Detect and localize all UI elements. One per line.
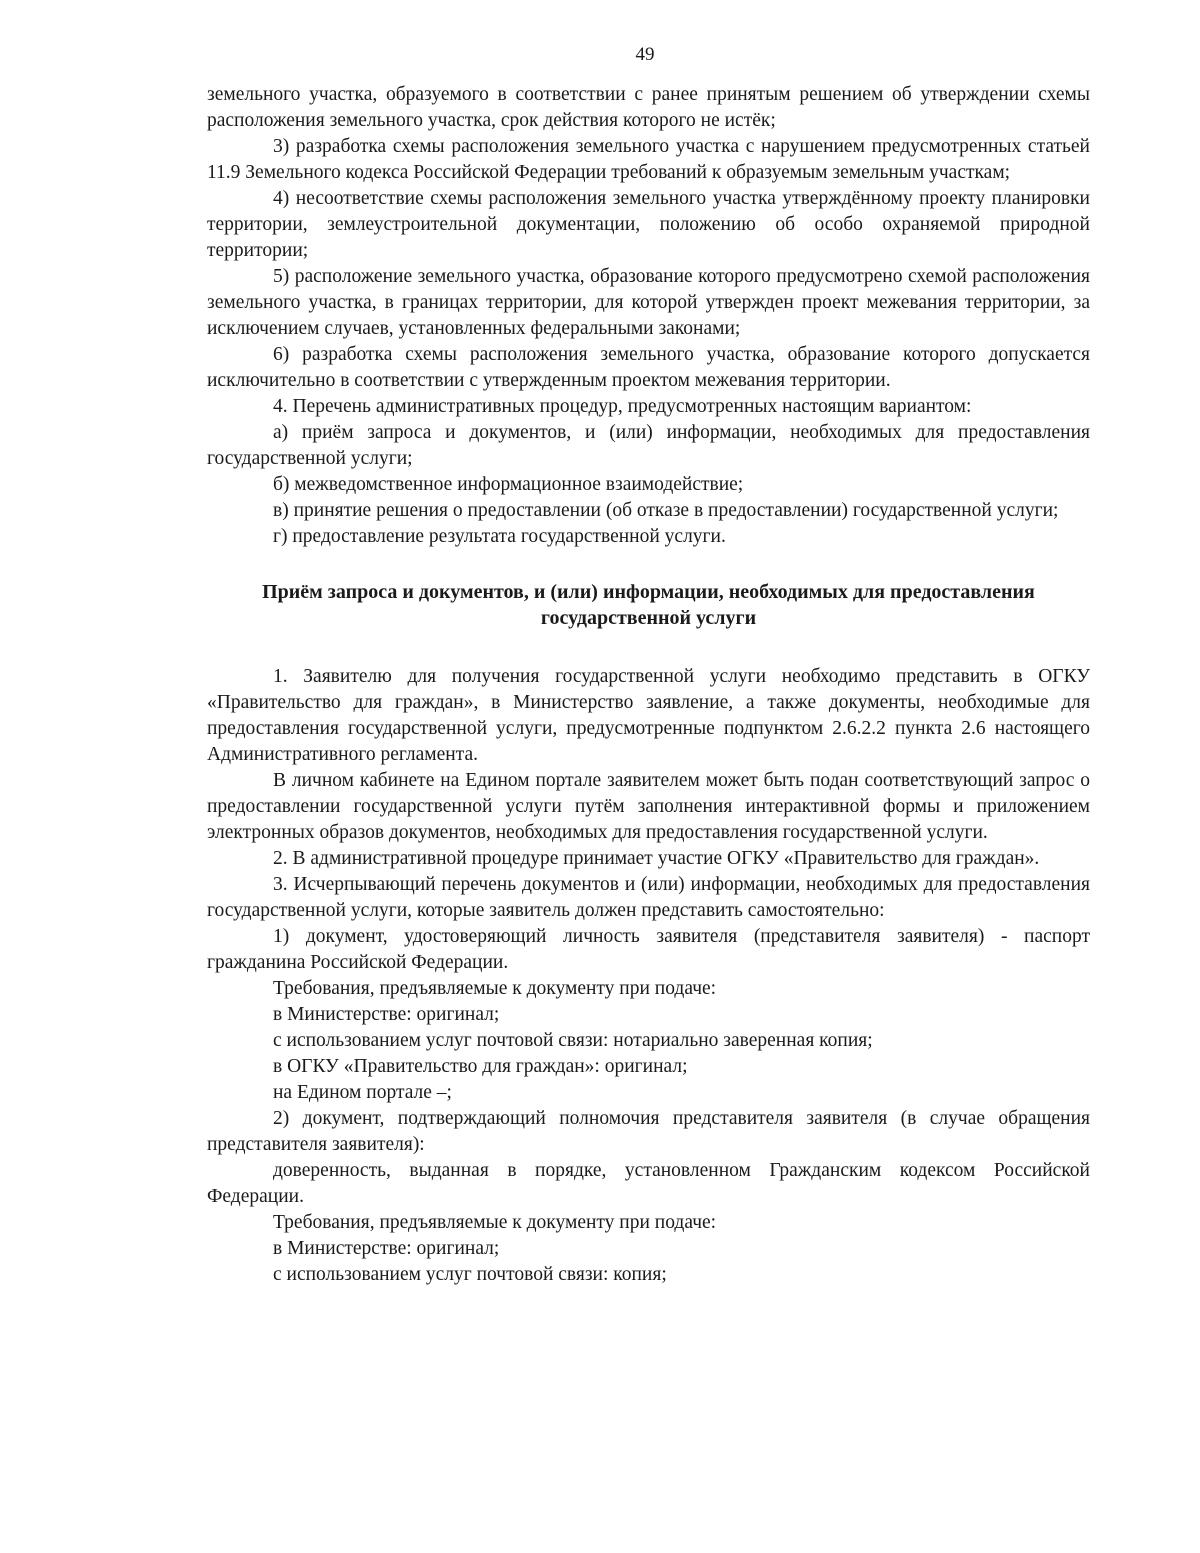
- list-item: с использованием услуг почтовой связи: копия;: [273, 1264, 667, 1285]
- paragraph: 4. Перечень административных процедур, предусмотренных настоящим вариантом:: [273, 396, 972, 417]
- list-item: с использованием услуг почтовой связи: нотариально заверенная копия;: [273, 1030, 873, 1051]
- list-item: 6) разработка схемы расположения земельного участка, образование которого допускается исключительно в соответствии с утвержденным проектом межевания территории.: [207, 344, 1090, 391]
- section-heading: Приём запроса и документов, и (или) информации, необходимых для предоставления государственной услуги: [262, 581, 1035, 629]
- paragraph: доверенность, выданная в порядке, установленном Гражданским кодексом Российской Федерации.: [207, 1160, 1090, 1207]
- paragraph: В личном кабинете на Едином портале заявителем может быть подан соответствующий запрос о предоставлении государственной услуги путём заполнения интерактивной формы и приложением электронных образов документов, необходимых для предоставления государственной услуги.: [207, 770, 1090, 843]
- paragraph: 2. В административной процедуре принимает участие ОГКУ «Правительство для граждан».: [273, 848, 1040, 869]
- paragraph: земельного участка, образуемого в соответствии с ранее принятым решением об утверждении схемы расположения земельного участка, срок действия которого не истёк;: [207, 84, 1090, 131]
- list-item: в Министерстве: оригинал;: [273, 1238, 500, 1259]
- list-item: 1) документ, удостоверяющий личность заявителя (представителя заявителя) - паспорт гражданина Российской Федерации.: [207, 926, 1090, 973]
- paragraph: Требования, предъявляемые к документу при подаче:: [273, 1212, 717, 1233]
- page-number: 49: [635, 44, 655, 65]
- list-item: 3) разработка схемы расположения земельного участка с нарушением предусмотренных статьей 11.9 Земельного кодекса Российской Федерации требований к образуемым земельным участкам;: [207, 136, 1090, 183]
- paragraph: 1. Заявителю для получения государственной услуги необходимо представить в ОГКУ «Правительство для граждан», в Министерство заявление, а также документы, необходимые для предоставления государственной услуги, предусмотренные подпунктом 2.6.2.2 пункта 2.6 настоящего Административного регламента.: [207, 666, 1090, 765]
- list-item: а) приём запроса и документов, и (или) информации, необходимых для предоставления государственной услуги;: [207, 422, 1090, 469]
- list-item: 4) несоответствие схемы расположения земельного участка утверждённому проекту планировки территории, землеустроительной документации, положению об особо охраняемой природной территории;: [207, 188, 1090, 261]
- list-item: в Министерстве: оригинал;: [273, 1004, 500, 1025]
- list-item: б) межведомственное информационное взаимодействие;: [273, 474, 744, 495]
- list-item: в) принятие решения о предоставлении (об отказе в предоставлении) государственной услуги;: [273, 500, 1059, 521]
- list-item: в ОГКУ «Правительство для граждан»: оригинал;: [273, 1056, 688, 1077]
- list-item: г) предоставление результата государственной услуги.: [273, 526, 726, 547]
- list-item: 2) документ, подтверждающий полномочия представителя заявителя (в случае обращения представителя заявителя):: [207, 1108, 1090, 1155]
- list-item: 5) расположение земельного участка, образование которого предусмотрено схемой расположения земельного участка, в границах территории, для которой утвержден проект межевания территории, за исключением случаев, установленных федеральными законами;: [207, 266, 1090, 339]
- paragraph: Требования, предъявляемые к документу при подаче:: [273, 978, 717, 999]
- document-body: [207, 82, 1090, 1288]
- list-item: на Едином портале –;: [273, 1082, 452, 1103]
- paragraph: 3. Исчерпывающий перечень документов и (или) информации, необходимых для предоставления государственной услуги, которые заявитель должен представить самостоятельно:: [207, 874, 1090, 921]
